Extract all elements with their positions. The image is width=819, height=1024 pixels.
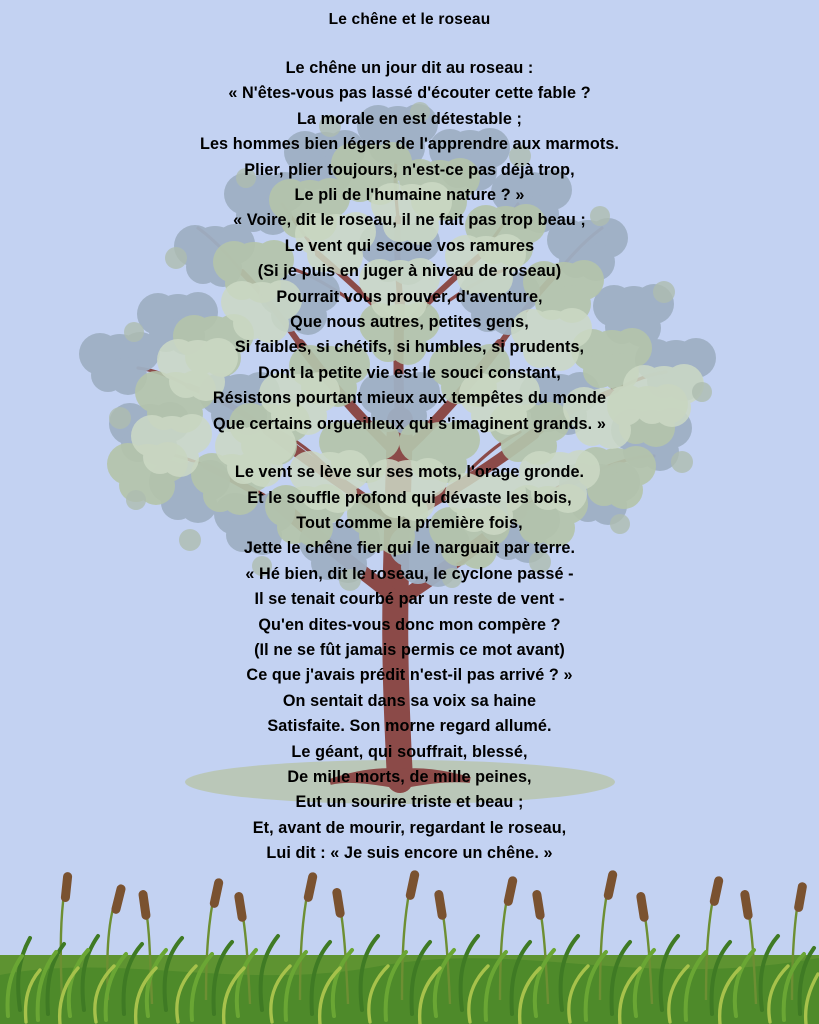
poem-line: On sentait dans sa voix sa haine: [282, 691, 537, 710]
poem-line: Le vent qui secoue vos ramures: [284, 236, 535, 255]
poem-line: De mille morts, de mille peines,: [287, 767, 532, 786]
poem-line: « N'êtes-vous pas lassé d'écouter cette fable ?: [228, 84, 591, 103]
poem-line: Et le souffle profond qui dévaste les bois,: [247, 488, 572, 507]
poem-line: Si faibles, si chétifs, si humbles, si prudents,: [234, 338, 585, 357]
poem-line: Le chêne un jour dit au roseau :: [285, 59, 534, 77]
poem-line: Eut un sourire triste et beau ;: [295, 793, 524, 812]
poem-stanza-2: [0, 460, 819, 867]
poem-line: Tout comme la première fois,: [296, 513, 523, 532]
poem-line: Pourrait vous prouver, d'aventure,: [276, 287, 543, 306]
poem-line: (Si je puis en juger à niveau de roseau): [257, 262, 562, 281]
poem-line: Plier, plier toujours, n'est-ce pas déjà trop,: [244, 160, 575, 179]
poem-line: Le pli de l'humaine nature ? »: [294, 186, 525, 205]
poem-line: Dont la petite vie est le souci constant,: [258, 363, 561, 382]
poem-line: Que certains orgueilleux qui s'imaginent grands. »: [213, 414, 606, 433]
poem-line: « Voire, dit le roseau, il ne fait pas trop beau ;: [233, 211, 586, 230]
poem-line: Le vent se lève sur ses mots, l'orage gronde.: [234, 463, 585, 482]
poem-stanza-1: [0, 56, 819, 437]
poem-line: Jette le chêne fier qui le narguait par terre.: [243, 539, 576, 558]
poem-line: Ce que j'avais prédit n'est-il pas arrivé ? »: [246, 666, 573, 685]
poem-line: Le géant, qui souffrait, blessé,: [291, 742, 528, 761]
poem-line: Satisfaite. Son morne regard allumé.: [267, 717, 552, 736]
poem-line: Que nous autres, petites gens,: [290, 313, 529, 332]
poem-line: Il se tenait courbé par un reste de vent -: [254, 590, 565, 609]
poem-line: Lui dit : « Je suis encore un chêne. »: [266, 844, 553, 863]
poem-line: Qu'en dites-vous donc mon compère ?: [258, 615, 561, 634]
poem-line: La morale en est détestable ;: [296, 109, 523, 128]
poem-line: Résistons pourtant mieux aux tempêtes du monde: [212, 389, 607, 408]
poem-line: « Hé bien, dit le roseau, le cyclone passé -: [245, 564, 574, 583]
poem-line: Et, avant de mourir, regardant le roseau,: [252, 818, 567, 837]
poem-line: Les hommes bien légers de l'apprendre aux marmots.: [199, 135, 620, 154]
page-title: Le chêne et le roseau: [328, 11, 491, 28]
poem-line: (Il ne se fût jamais permis ce mot avant): [254, 640, 565, 659]
